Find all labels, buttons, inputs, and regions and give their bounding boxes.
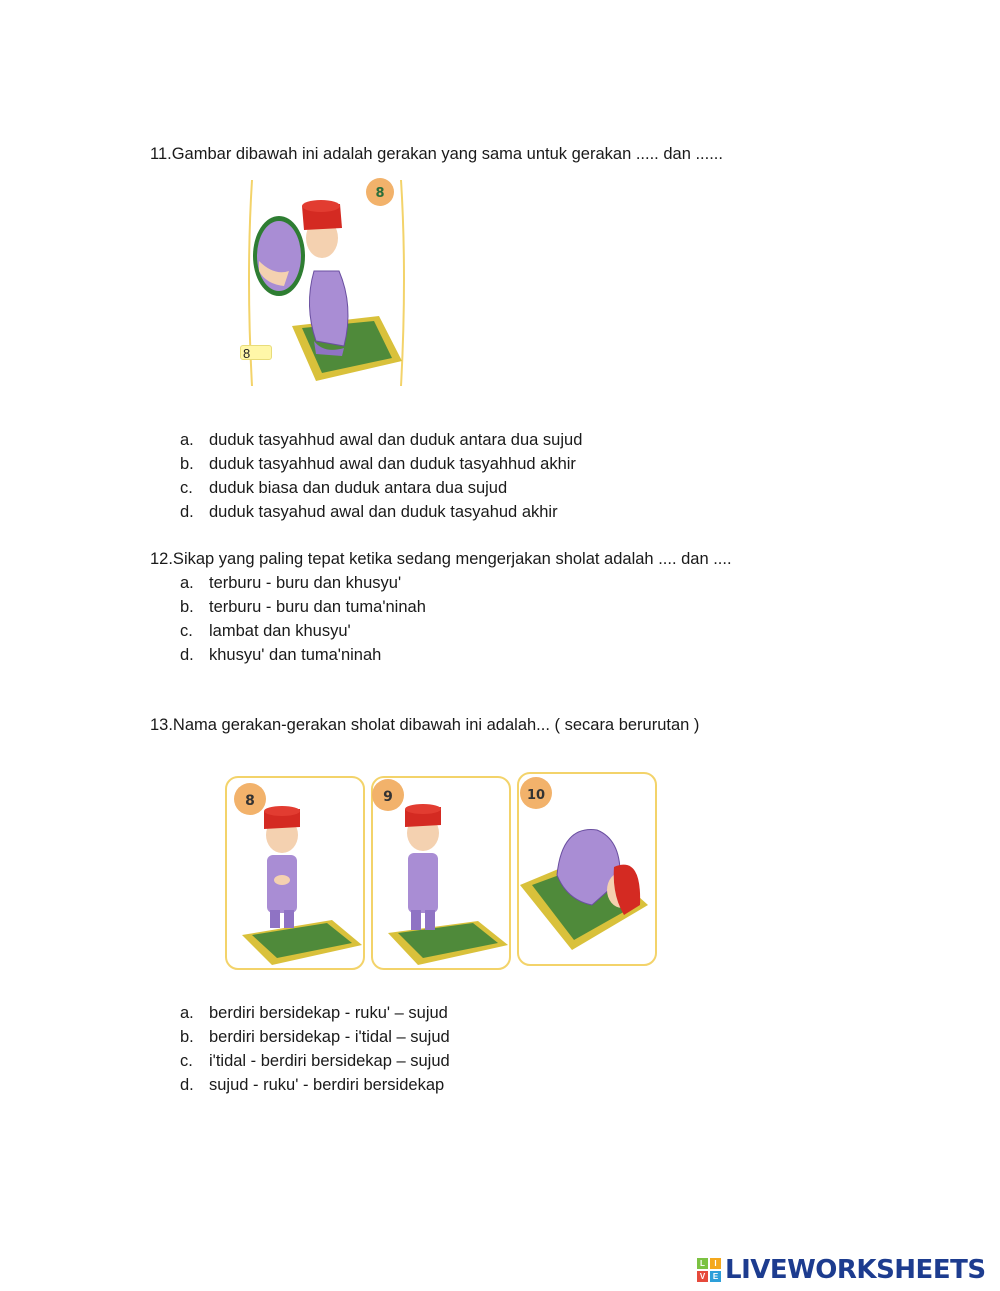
option-c[interactable]: c. lambat dan khusyu' (180, 622, 351, 640)
q13-prayer-sequence-image (212, 755, 660, 973)
option-c[interactable]: c. i'tidal - berdiri bersidekap – sujud (180, 1052, 450, 1070)
logo-squares-icon: L I V E (697, 1258, 721, 1282)
option-d[interactable]: d. khusyu' dan tuma'ninah (180, 646, 382, 664)
svg-text:9: 9 (383, 789, 393, 805)
question-12-text: 12.Sikap yang paling tepat ketika sedang mengerjakan sholat adalah .... dan .... (150, 550, 732, 568)
question-11-text: 11.Gambar dibawah ini adalah gerakan yang sama untuk gerakan ..... dan ...... (150, 145, 723, 163)
answer-input-field[interactable]: 8 (240, 345, 272, 360)
option-b[interactable]: b. duduk tasyahhud awal dan duduk tasyahhud akhir (180, 455, 576, 473)
logo-text: LIVEWORKSHEETS (725, 1255, 986, 1285)
option-b[interactable]: b. terburu - buru dan tuma'ninah (180, 598, 426, 616)
option-a[interactable]: a. duduk tasyahhud awal dan duduk antara dua sujud (180, 431, 583, 449)
svg-text:8: 8 (245, 793, 255, 809)
svg-text:8: 8 (375, 186, 385, 201)
q11-options-list (180, 428, 582, 524)
q12-options-list (180, 571, 426, 667)
option-b[interactable]: b. berdiri bersidekap - i'tidal – sujud (180, 1028, 450, 1046)
q13-options-list (180, 1001, 450, 1097)
liveworksheets-logo (697, 1255, 986, 1285)
svg-text:10: 10 (526, 788, 546, 803)
option-d[interactable]: d. duduk tasyahud awal dan duduk tasyahud akhir (180, 503, 558, 521)
option-a[interactable]: a. terburu - buru dan khusyu' (180, 574, 402, 592)
option-a[interactable]: a. berdiri bersidekap - ruku' – sujud (180, 1004, 448, 1022)
option-c[interactable]: c. duduk biasa dan duduk antara dua sujud (180, 479, 508, 497)
question-13-text: 13.Nama gerakan-gerakan sholat dibawah ini adalah... ( secara berurutan ) (150, 716, 700, 734)
option-d[interactable]: d. sujud - ruku' - berdiri bersidekap (180, 1076, 445, 1094)
